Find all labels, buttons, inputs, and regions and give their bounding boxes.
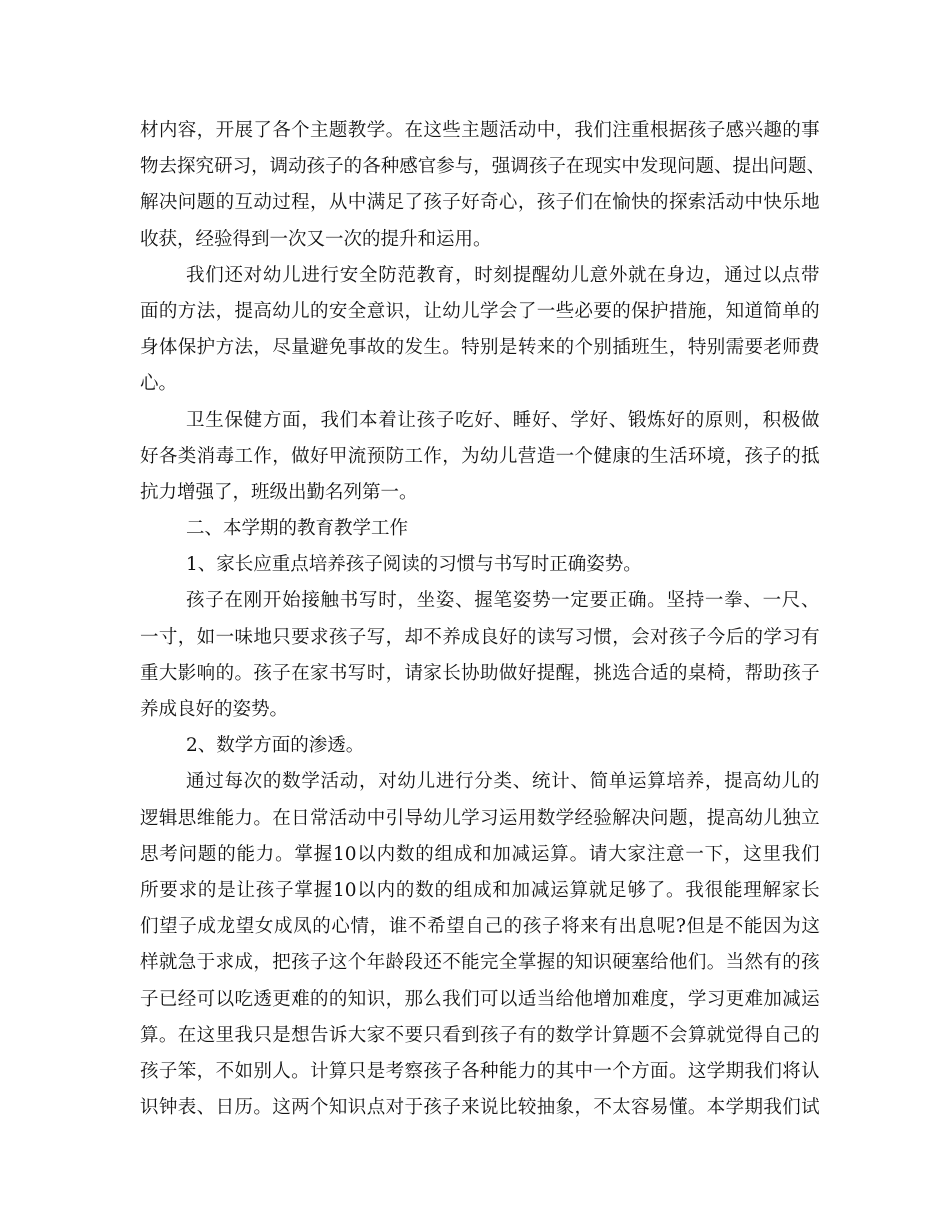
text-line: 算 。 在 这 里 我 只 是 想 告 诉 大 家 不 要 只 看 到 孩 子 有 的 数 学 计 算 题 不 会 算 就 觉 得 自 己 的 [140,1024,820,1046]
text-line: 通 过 每 次 的 数 学 活 动 ， 对 幼 儿 进 行 分 类 、 统 计 、 简 单 运 算 培 养 ， 提 高 幼 儿 的 [186,771,820,793]
text-line: 思 考 问 题 的 能 力 。 掌 握 10 以 内 数 的 组 成 和 加 减 运 算 。 请 大 家 注 意 一 下 ， 这 里 我 们 [140,843,820,865]
text-line: 二、本学期的教育教学工作 [186,518,409,540]
text-line: 养成良好的姿势。 [140,699,289,720]
text-line: 1、家长应重点培养孩子阅读的习惯与书写时正确姿势。 [186,554,642,576]
text-line: 好 各 类 消 毒 工 作 ， 做 好 甲 流 预 防 工 作 ， 为 幼 儿 营 造 一 个 健 康 的 生 活 环 境 ， 孩 子 的 抵 [140,445,820,467]
text-line: 收获，经验得到一次又一次的提升和运用。 [140,228,492,250]
text-line: 面 的 方 法 ， 提 高 幼 儿 的 安 全 意 识 ， 让 幼 儿 学 会 了 一 些 必 要 的 保 护 措 施 ， 知 道 简 单 的 [140,300,820,322]
text-line: 心。 [140,373,178,395]
text-line: 抗力增强了，班级出勤名列第一。 [140,481,418,503]
text-line: 解 决 问 题 的 互 动 过 程 ， 从 中 满 足 了 孩 子 好 奇 心 ， 孩 子 们 在 愉 快 的 探 索 活 动 中 快 乐 地 [140,192,820,214]
text-line: 逻 辑 思 维 能 力 。 在 日 常 活 动 中 引 导 幼 儿 学 习 运 用 数 学 经 验 解 决 问 题 ， 提 高 幼 儿 独 立 [140,807,820,829]
text-line: 身 体 保 护 方 法 ， 尽 量 避 免 事 故 的 发 生 。 特 别 是 转 来 的 个 别 插 班 生 ， 特 别 需 要 老 师 费 [140,337,820,359]
text-line: 卫 生 保 健 方 面 ， 我 们 本 着 让 孩 子 吃 好 、 睡 好 、 学 好 、 锻 炼 好 的 原 则 ， 积 极 做 [186,409,820,431]
text-line: 材 内 容 ， 开 展 了 各 个 主 题 教 学 。 在 这 些 主 题 活 动 中 ， 我 们 注 重 根 据 孩 子 感 兴 趣 的 事 [140,120,820,141]
text-line: 我 们 还 对 幼 儿 进 行 安 全 防 范 教 育 ， 时 刻 提 醒 幼 儿 意 外 就 在 身 边 ， 通 过 以 点 带 [186,264,820,286]
text-line: 识 钟 表 、 日 历 。 这 两 个 知 识 点 对 于 孩 子 来 说 比 较 抽 象 ， 不 太 容 易 懂 。 本 学 期 我 们 试 [140,1097,820,1119]
text-line: 们 望 子 成 龙 望 女 成 凤 的 心 情 ， 谁 不 希 望 自 己 的 孩 子 将 来 有 出 息 呢 ? 但 是 不 能 因 为 这 [140,916,820,938]
text-line: 孩 子 笨 ， 不 如 别 人 。 计 算 只 是 考 察 孩 子 各 种 能 力 的 其 中 一 个 方 面 。 这 学 期 我 们 将 认 [140,1060,820,1082]
text-line: 物 去 探 究 研 习 ， 调 动 孩 子 的 各 种 感 官 参 与 ， 强 调 孩 子 在 现 实 中 发 现 问 题 、 提 出 问 题 、 [140,156,826,178]
text-line: 一 寸 ， 如 一 味 地 只 要 求 孩 子 写 ， 却 不 养 成 良 好 的 读 写 习 惯 ， 会 对 孩 子 今 后 的 学 习 有 [140,626,820,648]
text-line: 孩 子 在 刚 开 始 接 触 书 写 时 ， 坐 姿 、 握 笔 姿 势 一 定 要 正 确 。 坚 持 一 拳 、 一 尺 、 [186,590,820,612]
text-line: 样 就 急 于 求 成 ， 把 孩 子 这 个 年 龄 段 还 不 能 完 全 掌 握 的 知 识 硬 塞 给 他 们 。 当 然 有 的 孩 [140,952,820,974]
text-line: 重 大 影 响 的 。 孩 子 在 家 书 写 时 ， 请 家 长 协 助 做 好 提 醒 ， 挑 选 合 适 的 桌 椅 ， 帮 助 孩 子 [140,662,820,684]
document-body [140,113,826,1126]
text-line: 所 要 求 的 是 让 孩 子 掌 握 10 以 内 的 数 的 组 成 和 加 减 运 算 就 足 够 了 。 我 很 能 理 解 家 长 [140,879,820,901]
text-line: 2、数学方面的渗透。 [186,735,365,757]
text-line: 子 已 经 可 以 吃 透 更 难 的 的 知 识 ， 那 么 我 们 可 以 适 当 给 他 增 加 难 度 ， 学 习 更 难 加 减 运 [140,988,820,1010]
